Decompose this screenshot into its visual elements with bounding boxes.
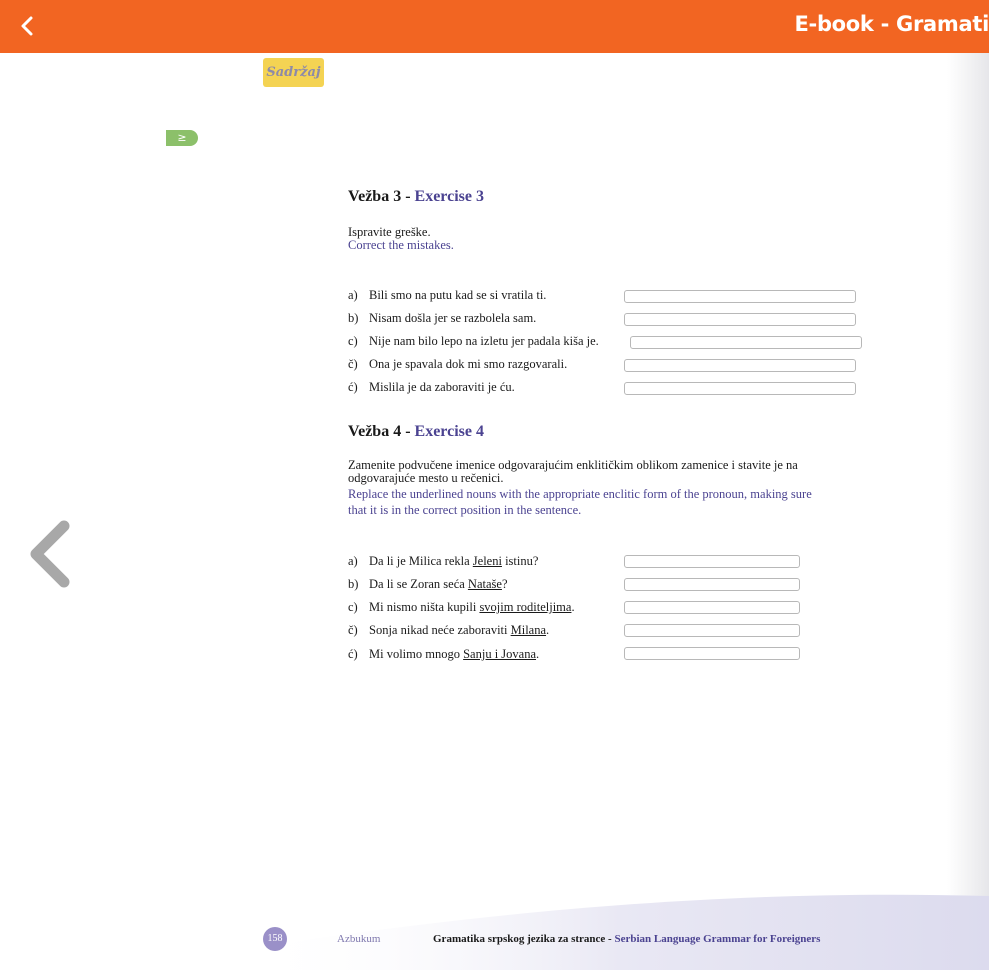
item-label: c) — [348, 334, 358, 348]
exercise4-instruction-en-1: Replace the underlined nouns with the appropriate enclitic form of the pronoun, making sure — [348, 487, 812, 501]
exercise4-instruction-sr-1: Zamenite podvučene imenice odgovarajućim enklitičkim oblikom zamenice i stavite je na — [348, 458, 798, 472]
item-label: b) — [348, 577, 359, 591]
exercise4-instructions — [348, 459, 812, 517]
answer-field[interactable] — [624, 578, 800, 591]
footer-brand: Azbukum — [337, 933, 381, 945]
exercise4-item — [348, 623, 549, 638]
item-text-post: ? — [501, 577, 508, 591]
exercise3-item — [348, 311, 536, 326]
exercise4-title-en: Exercise 4 — [414, 423, 484, 440]
item-label: č) — [348, 357, 358, 371]
item-text-pre: Sonja nikad neće zaboraviti — [369, 623, 511, 637]
item-underlined-noun: svojim roditeljima — [479, 600, 572, 614]
exercise4-title — [348, 423, 484, 441]
item-text-pre: Da li se Zoran seća — [369, 577, 468, 591]
prev-page-arrow-icon[interactable] — [26, 520, 72, 588]
answer-field[interactable] — [624, 555, 800, 568]
app-bar — [0, 0, 989, 53]
answer-field[interactable] — [624, 624, 800, 637]
exercise4-item — [348, 554, 538, 569]
page-edge-shadow — [947, 53, 989, 970]
exercise3-title-sr: Vežba 3 - — [348, 188, 415, 205]
item-text: Mislila je da zaboraviti je ću. — [369, 380, 515, 394]
item-underlined-noun: Milana — [510, 623, 547, 637]
item-text-post: . — [536, 647, 540, 661]
item-text-post: . — [546, 623, 550, 637]
exercise4-title-sr: Vežba 4 - — [348, 423, 415, 440]
exercise3-item — [348, 357, 567, 372]
item-underlined-noun: Nataše — [467, 577, 502, 591]
item-underlined-noun: Sanju i Jovana — [463, 647, 537, 661]
page-number-badge: 158 — [263, 927, 287, 951]
answer-field[interactable] — [624, 359, 856, 372]
app-title: E-book - Gramati — [794, 12, 989, 36]
exercise3-item — [348, 380, 515, 395]
item-text: Nije nam bilo lepo na izletu jer padala kiša je. — [369, 334, 599, 348]
exercise3-instruction-en: Correct the mistakes. — [348, 238, 454, 252]
chevron-left-icon[interactable] — [14, 12, 42, 40]
exercise3-item — [348, 288, 546, 303]
answer-field[interactable] — [624, 601, 800, 614]
exercise3-instruction-sr: Ispravite greške. — [348, 225, 431, 239]
item-label: b) — [348, 311, 359, 325]
answer-field[interactable] — [624, 382, 856, 395]
item-label: ć) — [348, 647, 358, 661]
exercise3-item — [348, 334, 599, 349]
answer-field[interactable] — [624, 290, 856, 303]
item-text-pre: Mi nismo ništa kupili — [369, 600, 480, 614]
exercise4-instruction-sr-2: odgovarajuće mesto u rečenici. — [348, 471, 504, 485]
exercise4-item — [348, 647, 539, 662]
footer-book-title — [433, 933, 820, 945]
footer-wave-decoration — [250, 888, 989, 970]
item-text-post: . — [571, 600, 575, 614]
exercise4-instruction-en-2: that it is in the correct position in the sentence. — [348, 503, 582, 517]
footer-title-en: Serbian Language Grammar for Foreigners — [614, 933, 821, 945]
item-text-pre: Mi volimo mnogo — [369, 647, 464, 661]
side-tab[interactable]: ≥ — [166, 130, 198, 146]
item-underlined-noun: Jeleni — [472, 554, 502, 568]
exercise3-title-en: Exercise 3 — [414, 188, 484, 205]
answer-field[interactable] — [624, 313, 856, 326]
exercise3-instructions — [348, 226, 454, 252]
item-text: Bili smo na putu kad se si vratila ti. — [369, 288, 547, 302]
item-label: a) — [348, 288, 358, 302]
item-text-post: istinu? — [501, 554, 539, 568]
answer-field[interactable] — [630, 336, 862, 349]
item-text: Ona je spavala dok mi smo razgovarali. — [369, 357, 568, 371]
exercise4-item — [348, 600, 575, 615]
item-label: c) — [348, 600, 358, 614]
item-text-pre: Da li je Milica rekla — [369, 554, 473, 568]
toc-button[interactable]: Sadržaj — [263, 58, 324, 87]
footer-title-sr: Gramatika srpskog jezika za strance - — [433, 933, 615, 945]
exercise3-title — [348, 188, 484, 206]
item-label: ć) — [348, 380, 358, 394]
item-label: č) — [348, 623, 358, 637]
answer-field[interactable] — [624, 647, 800, 660]
item-label: a) — [348, 554, 358, 568]
exercise4-item — [348, 577, 508, 592]
item-text: Nisam došla jer se razbolela sam. — [369, 311, 537, 325]
